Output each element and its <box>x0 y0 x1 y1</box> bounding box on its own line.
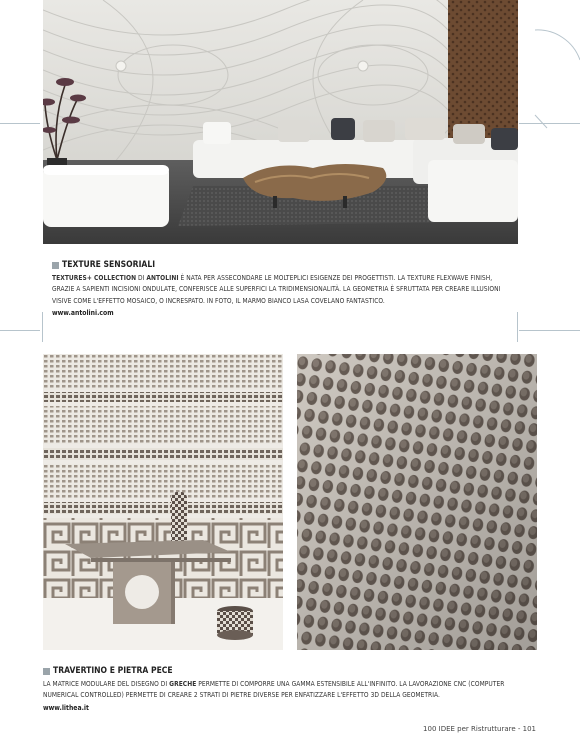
crop-mark-bottom-left-horizontal <box>0 330 40 331</box>
mosaic-wall-photo <box>43 354 283 650</box>
caption-url[interactable]: www.lithea.it <box>43 703 89 712</box>
page-folio: 100 IDEE per Ristrutturare - 101 <box>423 725 536 733</box>
bullet-square-icon <box>52 262 59 269</box>
crop-mark-left-vertical <box>42 312 43 342</box>
crop-mark-top-left-horizontal <box>0 123 40 124</box>
caption-body: LA MATRICE MODULARE DEL DISEGNO DI GRECHE PERMETTE DI COMPORRE UNA GAMMA ESTENSIBILE ALL'INFINITO. LA LAVORAZIONE CNC (COMPUTER NUMERICAL CONTROLLED) PERMETTE DI CREARE 2 STRATI DI PIETRE DIVERSE PER ENFATIZZARE L'EFFETTO 3D DELLA GEOMETRIA. <box>43 680 505 700</box>
stone-closeup-photo <box>297 354 537 650</box>
caption-body: TEXTURES+ COLLECTION DI ANTOLINI È NATA PER ASSECONDARE LE MOLTEPLICI ESIGENZE DEI PROGETTISTI. LA TEXTURE FLEXWAVE FINISH, GRAZIE A SAPIENTI INCISIONI ONDULATE, CONFERISCE ALLE SUPERFICI LA TRIDIMENSIONALITÀ. LA GEOMETRIA È SFRUTTATA PER CREARE ILLUSIONI VISIVE COME L'EFFETTO MOSAICO, O INCRESPATO. IN FOTO, IL MARMO BIANCO LASA COVELANO FANTASTICO. <box>52 274 501 305</box>
crop-mark-bottom-right-horizontal <box>519 330 580 331</box>
crop-mark-right-vertical <box>517 312 518 342</box>
living-room-photo <box>43 0 518 244</box>
caption-heading: TRAVERTINO E PIETRA PECE <box>43 666 538 676</box>
caption-texture-sensoriali <box>52 260 514 317</box>
bullet-square-icon <box>43 668 50 675</box>
caption-travertino <box>43 666 538 712</box>
caption-url[interactable]: www.antolini.com <box>52 309 114 318</box>
caption-heading: TEXTURE SENSORIALI <box>52 260 514 270</box>
